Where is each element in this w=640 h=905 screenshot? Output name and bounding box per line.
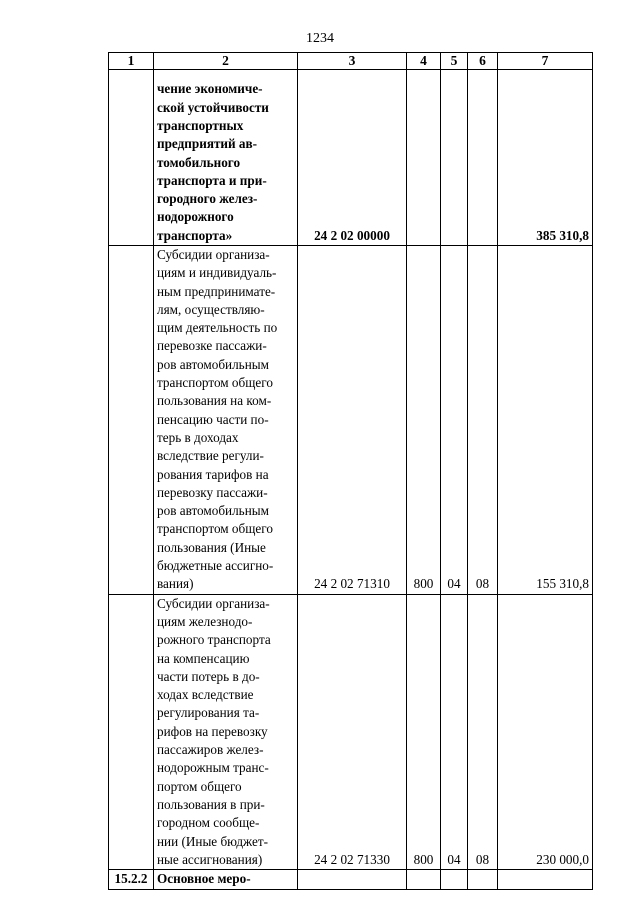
description-line: Субсидии организа- [157,595,270,611]
description-line: пассажиров желез- [157,742,264,758]
amount-cell: 155 310,8 [498,246,593,595]
description-line: рования тарифов на [157,466,269,482]
description-line: пользования в при- [157,796,265,812]
description-line: пенсацию части по- [157,411,269,427]
description-line: ров автомобильным [157,356,269,372]
description-line: рожного транспорта [157,632,271,648]
col6-cell [468,70,498,246]
col4-cell [407,870,441,890]
description-line: вания) [157,576,194,592]
row-number-cell [109,594,154,869]
header-col-7: 7 [498,53,593,70]
col5-cell [441,70,468,246]
col4-cell [407,70,441,246]
col5-cell: 04 [441,594,468,869]
description-line: пользования на ком- [157,393,272,409]
description-cell [154,870,298,890]
col5-cell [441,870,468,890]
table-row [109,594,593,869]
description-line: ской устойчивости [157,99,269,115]
description-line: портом общего [157,778,242,794]
description-cell [154,594,298,869]
description-line: части потерь в до- [157,668,260,684]
row-number-cell [109,246,154,595]
header-col-6: 6 [468,53,498,70]
description-line: ным предпринимате- [157,283,276,299]
page-number: 1234 [306,31,334,46]
description-line: нии (Иные бюджет- [157,833,268,849]
col5-cell: 04 [441,246,468,595]
row-number-cell [109,70,154,246]
description-line: ходах вследствие [157,687,254,703]
description-line: Субсидии организа- [157,247,270,262]
description-line: регулирования та- [157,705,260,721]
description-line: вследствие регули- [157,448,264,464]
code-cell: 24 2 02 00000 [298,70,407,246]
description-line: перевозке пассажи- [157,338,267,354]
amount-cell: 230 000,0 [498,594,593,869]
description-line: транспортом общего [157,521,273,537]
description-line: терь в доходах [157,429,239,445]
description-line: бюджетные ассигно- [157,558,274,574]
col4-cell: 800 [407,246,441,595]
header-col-1: 1 [109,53,154,70]
description-line: томобильного [157,154,241,170]
description-line: транспортом общего [157,375,273,391]
description-line: на компенсацию [157,650,250,666]
amount-cell: 385 310,8 [498,70,593,246]
header-row [109,53,593,70]
description-line: циям и индивидуаль- [157,265,277,281]
description-line: нодорожным транс- [157,760,269,776]
description-line: транспортных [157,117,244,133]
description-line: ные ассигнования) [157,851,263,867]
col6-cell: 08 [468,246,498,595]
budget-table [108,52,593,890]
code-cell [298,870,407,890]
header-col-5: 5 [441,53,468,70]
description-line: рифов на перевозку [157,723,268,739]
description-cell [154,70,298,246]
header-col-4: 4 [407,53,441,70]
col4-cell: 800 [407,594,441,869]
table-row [109,246,593,595]
description-line: нодорожного [157,209,234,225]
table-row [109,70,593,246]
description-line: городном сообще- [157,815,260,831]
code-cell: 24 2 02 71310 [298,246,407,595]
description-cell [154,246,298,595]
row-number-cell: 15.2.2 [109,870,154,890]
code-cell: 24 2 02 71330 [298,594,407,869]
description-line: перевозку пассажи- [157,484,268,500]
description-line: Основное меро- [157,871,251,887]
description-line: лям, осуществляю- [157,301,265,317]
col6-cell: 08 [468,594,498,869]
table-row [109,870,593,890]
amount-cell [498,870,593,890]
description-line: транспорта» [157,227,233,243]
header-col-2: 2 [154,53,298,70]
description-line: циям железнодо- [157,613,253,629]
col6-cell [468,870,498,890]
description-line: ров автомобильным [157,503,269,519]
description-line: предприятий ав- [157,136,258,152]
description-line: щим деятельность по [157,320,278,336]
header-col-3: 3 [298,53,407,70]
description-line: чение экономиче- [157,81,263,97]
description-line: пользования (Иные [157,539,266,555]
description-line: транспорта и при- [157,172,267,188]
description-line: городного желез- [157,191,258,207]
